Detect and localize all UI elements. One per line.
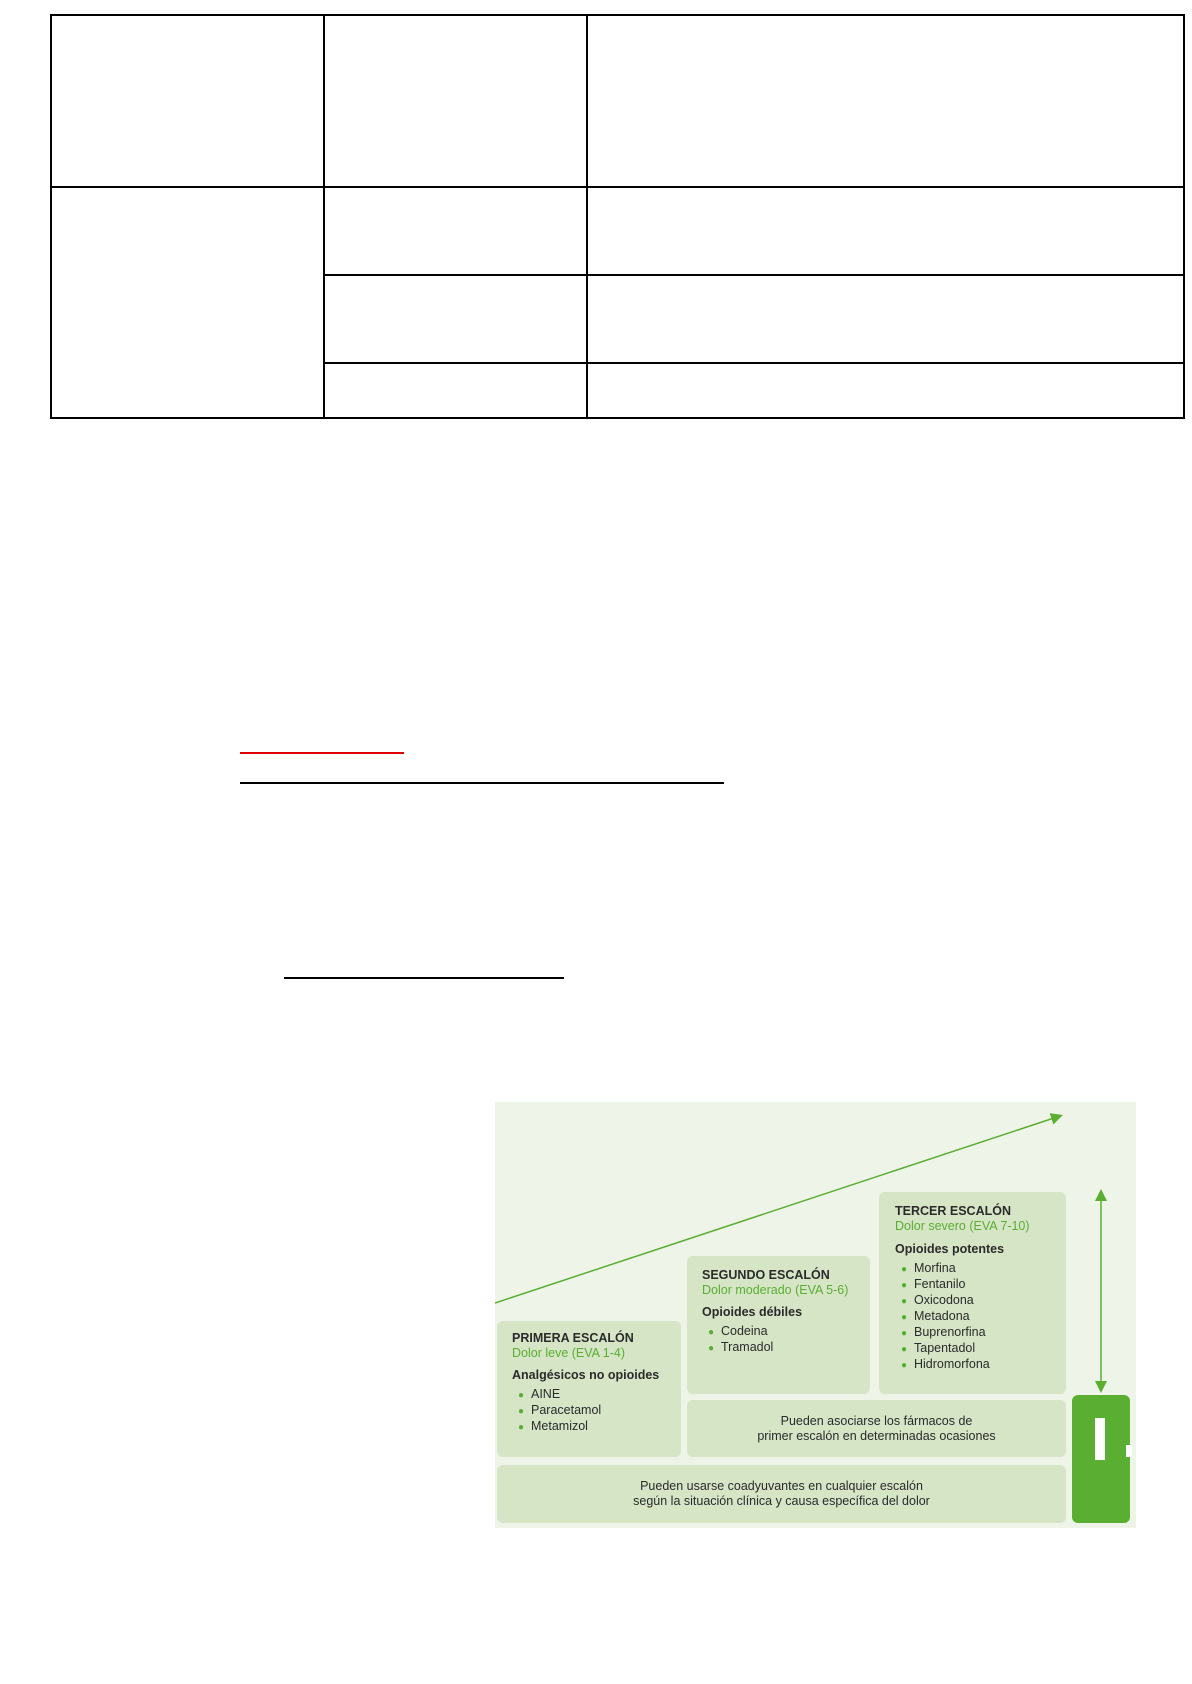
note-line: según la situación clínica y causa específica del dolor xyxy=(633,1494,930,1508)
step-subtitle: Dolor moderado (EVA 5-6) xyxy=(702,1283,849,1297)
bullet-icon: ● xyxy=(707,1327,715,1338)
white-bar-mark xyxy=(1095,1418,1105,1460)
underline-rule xyxy=(240,782,724,784)
list-item: ● Codeina xyxy=(701,1324,773,1340)
step-subtitle: Dolor leve (EVA 1-4) xyxy=(512,1346,626,1360)
table-cell xyxy=(324,187,587,275)
table-cell xyxy=(324,275,587,363)
bullet-icon: ● xyxy=(900,1296,908,1307)
white-bar-mark xyxy=(1126,1445,1132,1457)
third-step-box xyxy=(879,1192,1066,1394)
list-item: ● Paracetamol xyxy=(511,1403,601,1419)
first-step-box xyxy=(497,1321,681,1457)
table-cell xyxy=(587,15,1184,187)
note-line: Pueden usarse coadyuvantes en cualquier escalón xyxy=(640,1479,923,1493)
step-title: SEGUNDO ESCALÓN xyxy=(702,1268,830,1282)
first-step-association-note xyxy=(687,1400,1066,1457)
list-item: ● AINE xyxy=(511,1387,601,1403)
step-subtitle: Dolor severo (EVA 7-10) xyxy=(895,1219,1030,1233)
list-item: ● Tramadol xyxy=(701,1340,773,1356)
second-step-box xyxy=(687,1256,870,1394)
table-cell xyxy=(587,275,1184,363)
bullet-icon: ● xyxy=(900,1328,908,1339)
bullet-icon: ● xyxy=(517,1422,525,1433)
note-line: Pueden asociarse los fármacos de xyxy=(780,1414,973,1428)
red-underline xyxy=(240,752,404,754)
bullet-icon: ● xyxy=(900,1312,908,1323)
underline-rule xyxy=(284,977,564,979)
list-item: ● Tapentadol xyxy=(894,1341,990,1357)
table-cell xyxy=(587,363,1184,418)
table-cell xyxy=(324,15,587,187)
table-cell xyxy=(587,187,1184,275)
list-item: ● Metadona xyxy=(894,1309,990,1325)
table-cell xyxy=(324,363,587,418)
step-title: TERCER ESCALÓN xyxy=(895,1204,1011,1218)
list-item: ● Fentanilo xyxy=(894,1277,990,1293)
list-item: ● Metamizol xyxy=(511,1419,601,1435)
bullet-icon: ● xyxy=(517,1406,525,1417)
note-line: primer escalón en determinadas ocasiones xyxy=(757,1429,996,1443)
list-item: ● Oxicodona xyxy=(894,1293,990,1309)
drug-list xyxy=(511,1387,601,1435)
step-heading: Opioides débiles xyxy=(702,1305,803,1319)
analgesic-ladder-figure xyxy=(495,1102,1136,1528)
drug-list xyxy=(701,1324,773,1356)
table-row xyxy=(51,15,1184,187)
bullet-icon: ● xyxy=(707,1343,715,1354)
list-item: ● Hidromorfona xyxy=(894,1357,990,1373)
adjuvants-note xyxy=(497,1465,1066,1523)
step-heading: Opioides potentes xyxy=(895,1242,1005,1256)
table-row xyxy=(51,187,1184,275)
data-table xyxy=(50,14,1185,419)
drug-list xyxy=(894,1261,990,1373)
step-heading: Analgésicos no opioides xyxy=(512,1368,660,1382)
fourth-step-block xyxy=(1072,1395,1130,1523)
bullet-icon: ● xyxy=(517,1390,525,1401)
bullet-icon: ● xyxy=(900,1344,908,1355)
table-cell xyxy=(51,187,324,418)
list-item: ● Morfina xyxy=(894,1261,990,1277)
bullet-icon: ● xyxy=(900,1360,908,1371)
list-item: ● Buprenorfina xyxy=(894,1325,990,1341)
bullet-icon: ● xyxy=(900,1280,908,1291)
step-title: PRIMERA ESCALÓN xyxy=(512,1331,634,1345)
table-cell xyxy=(51,15,324,187)
bullet-icon: ● xyxy=(900,1264,908,1275)
